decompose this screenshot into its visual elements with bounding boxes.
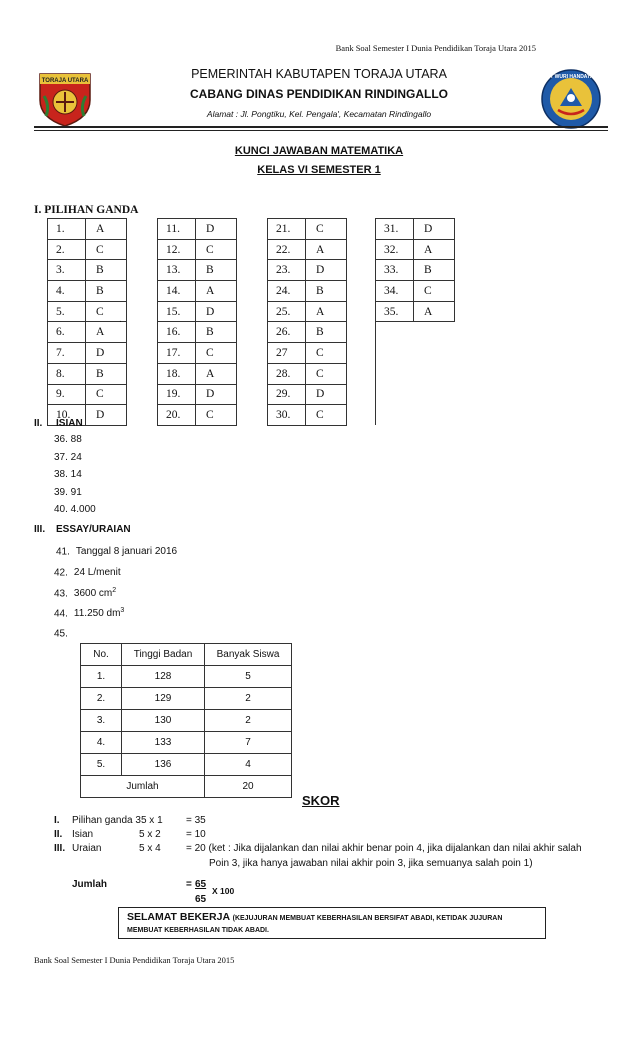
svg-text:TUT WURI HANDAYANI: TUT WURI HANDAYANI — [543, 74, 599, 80]
essay-item — [54, 566, 121, 578]
answer-letter: B — [86, 363, 127, 384]
table-cell: 4 — [205, 754, 292, 776]
total-row — [81, 776, 292, 798]
question-number: 29. — [268, 384, 306, 405]
column-gap — [237, 281, 268, 302]
motto-line1 — [127, 911, 502, 923]
table-cell: 129 — [122, 688, 205, 710]
answer-letter: A — [414, 239, 455, 260]
answer-letter: B — [196, 322, 237, 343]
question-number: 21. — [268, 219, 306, 240]
answer-letter: C — [86, 301, 127, 322]
essay-item-number: 42. — [54, 567, 68, 579]
answer-letter: D — [306, 260, 347, 281]
answer-letter: D — [196, 301, 237, 322]
column-gap — [127, 219, 158, 240]
essay-item — [54, 587, 116, 599]
answer-letter: A — [414, 301, 455, 322]
essay-item-number: 45. — [54, 628, 68, 640]
document-title: KUNCI JAWABAN MATEMATIKA — [234, 145, 404, 157]
column-gap — [347, 219, 376, 240]
skor-row-value: = 10 — [186, 829, 206, 840]
skor-row-value: = 20 (ket : Jika dijalankan dan nilai akhir benar poin 4, jika dijalankan dan nilai akhir salah — [186, 843, 582, 854]
table-row — [81, 688, 292, 710]
column-gap — [127, 363, 158, 384]
table-row — [81, 754, 292, 776]
question-number: 8. — [48, 363, 86, 384]
column-gap — [127, 405, 158, 426]
answer-letter — [414, 363, 455, 384]
column-gap — [237, 363, 268, 384]
essay-item-number: 44. — [54, 608, 68, 620]
isian-item: 37. 24 — [54, 451, 82, 463]
answer-letter: D — [86, 343, 127, 364]
question-number — [376, 343, 414, 364]
isian-item: 39. 91 — [54, 486, 82, 498]
answer-letter: A — [306, 301, 347, 322]
table-cell: 3. — [81, 710, 122, 732]
answer-letter — [414, 384, 455, 405]
column-gap — [347, 363, 376, 384]
answer-letter: C — [196, 405, 237, 426]
essay-item-text: 3600 cm — [73, 588, 113, 600]
question-number: 34. — [376, 281, 414, 302]
skor-row-multiplier: 5 x 4 — [139, 843, 161, 854]
table-cell: 4. — [81, 732, 122, 754]
answer-letter: C — [196, 239, 237, 260]
org-line1: PEMERINTAH KABUTAPEN TORAJA UTARA — [191, 67, 447, 81]
column-gap — [127, 322, 158, 343]
question-number — [376, 384, 414, 405]
section-isian-number: II. — [34, 418, 43, 429]
question-number — [376, 405, 414, 426]
column-gap — [127, 343, 158, 364]
answer-row — [48, 239, 455, 260]
column-gap — [237, 405, 268, 426]
header-rule — [34, 126, 608, 128]
question-number: 13. — [158, 260, 196, 281]
skor-row-label: Uraian — [72, 843, 102, 854]
answer-row — [48, 281, 455, 302]
motto-small: (KEJUJURAN MEMBUAT KEBERHASILAN BERSIFAT ABADI, KETIDAK JUJURAN — [232, 915, 503, 922]
question-number: 4. — [48, 281, 86, 302]
answer-letter: A — [86, 219, 127, 240]
answer-letter: B — [196, 260, 237, 281]
isian-item: 38. 14 — [54, 469, 82, 480]
answer-letter: C — [414, 281, 455, 302]
column-gap — [127, 260, 158, 281]
answer-row — [48, 363, 455, 384]
column-header: Tinggi Badan — [122, 644, 205, 666]
answer-letter: D — [414, 219, 455, 240]
answer-letter — [414, 405, 455, 426]
answer-letter: C — [86, 239, 127, 260]
question-number: 24. — [268, 281, 306, 302]
answer-row — [48, 219, 455, 240]
essay-item — [54, 627, 74, 639]
answer-letter: D — [196, 219, 237, 240]
column-gap — [127, 384, 158, 405]
jumlah-eq: = — [186, 879, 192, 890]
answer-letter: C — [86, 384, 127, 405]
question-number: 18. — [158, 363, 196, 384]
answer-key-table — [47, 218, 455, 426]
question-number: 11. — [158, 219, 196, 240]
org-line2: CABANG DINAS PENDIDIKAN RINDINGALLO — [190, 87, 448, 101]
question-number: 19. — [158, 384, 196, 405]
table-cell: 128 — [122, 666, 205, 688]
table-cell: 133 — [122, 732, 205, 754]
answer-letter: A — [196, 281, 237, 302]
essay-item — [54, 607, 124, 619]
skor-row-number: III. — [54, 843, 66, 854]
answer-letter: B — [86, 281, 127, 302]
column-gap — [347, 260, 376, 281]
column-header: Banyak Siswa — [205, 644, 292, 666]
skor-row-number: I. — [54, 815, 60, 826]
motto-title: SELAMAT BEKERJA — [127, 911, 230, 923]
table-header-row — [81, 644, 292, 666]
answer-letter: C — [196, 343, 237, 364]
skor-row-number: II. — [54, 829, 63, 840]
column-gap — [347, 239, 376, 260]
table-cell: 5 — [205, 666, 292, 688]
essay-item-text: 24 L/menit — [73, 567, 121, 579]
answer-letter: A — [306, 239, 347, 260]
column-gap — [127, 281, 158, 302]
answer-row — [48, 405, 455, 426]
table-cell: 136 — [122, 754, 205, 776]
table-cell: 2. — [81, 688, 122, 710]
question-number: 17. — [158, 343, 196, 364]
table-row — [81, 666, 292, 688]
answer-letter: D — [306, 384, 347, 405]
skor-row-label: Isian — [72, 829, 94, 840]
section-essay-title: ESSAY/URAIAN — [56, 524, 131, 535]
motto-line2: MEMBUAT KEBERHASILAN TIDAK ABADI. — [127, 927, 269, 934]
answer-letter: A — [86, 322, 127, 343]
question-number: 2. — [48, 239, 86, 260]
answer-letter: C — [306, 405, 347, 426]
stray-dot: . — [119, 314, 122, 325]
answer-letter: A — [196, 363, 237, 384]
question-number: 7. — [48, 343, 86, 364]
table-cell: 1. — [81, 666, 122, 688]
answer-letter: C — [306, 363, 347, 384]
skor-note-line2: Poin 3, jika hanya jawaban nilai akhir poin 3, jika semuanya salah poin 1) — [209, 858, 533, 869]
column-gap — [237, 260, 268, 281]
table-cell: 2 — [205, 688, 292, 710]
answer-letter: D — [86, 405, 127, 426]
column-gap — [237, 239, 268, 260]
question-number: 30. — [268, 405, 306, 426]
table-cell: 130 — [122, 710, 205, 732]
column-gap — [347, 384, 376, 405]
isian-item: 36. 88 — [54, 434, 82, 445]
column-gap — [237, 219, 268, 240]
skor-row-multiplier: 5 x 2 — [139, 829, 161, 840]
question-number: 32. — [376, 239, 414, 260]
column-gap — [127, 239, 158, 260]
table-row — [81, 732, 292, 754]
essay-item-text: 11.250 dm — [73, 608, 121, 620]
motto-box — [118, 907, 546, 939]
answer-row — [48, 260, 455, 281]
table-cell: 5. — [81, 754, 122, 776]
question-number: 26. — [268, 322, 306, 343]
question-number: 31. — [376, 219, 414, 240]
column-gap — [237, 384, 268, 405]
question-number: 22. — [268, 239, 306, 260]
question-number: 3. — [48, 260, 86, 281]
section-isian-title: ISIAN — [56, 418, 83, 429]
column-gap — [237, 322, 268, 343]
skor-row-value: = 35 — [186, 815, 206, 826]
table-cell: 7 — [205, 732, 292, 754]
total-label: Jumlah — [81, 776, 205, 798]
column-gap — [347, 343, 376, 364]
answer-letter — [414, 322, 455, 343]
question-number: 23. — [268, 260, 306, 281]
total-value: 20 — [205, 776, 292, 798]
question-number: 14. — [158, 281, 196, 302]
answer-letter: C — [306, 219, 347, 240]
answer-letter: C — [306, 343, 347, 364]
answer-row — [48, 322, 455, 343]
column-header: No. — [81, 644, 122, 666]
essay-item-exponent: 3 — [120, 607, 125, 614]
header-rule-thin — [34, 130, 608, 131]
question-number: 16. — [158, 322, 196, 343]
question-number — [376, 322, 414, 343]
section-essay-number: III. — [34, 524, 46, 535]
skor-row-label: Pilihan ganda 35 x 1 — [72, 815, 163, 826]
question-number: 20. — [158, 405, 196, 426]
answer-letter: B — [86, 260, 127, 281]
column-gap — [127, 301, 158, 322]
column-gap — [347, 281, 376, 302]
answer-letter: D — [196, 384, 237, 405]
question-number: 28. — [268, 363, 306, 384]
question-number: 25. — [268, 301, 306, 322]
question-number: 15. — [158, 301, 196, 322]
question-number: 9. — [48, 384, 86, 405]
question-number: 6. — [48, 322, 86, 343]
answer-row — [48, 343, 455, 364]
column-gap — [237, 301, 268, 322]
answer-letter: B — [306, 281, 347, 302]
column-gap — [347, 301, 376, 322]
skor-title: SKOR — [302, 793, 340, 808]
footer-note: Bank Soal Semester I Dunia Pendidikan Toraja Utara 2015 — [34, 955, 235, 965]
jumlah-label: Jumlah — [72, 879, 108, 890]
table-row — [81, 710, 292, 732]
column-gap — [347, 322, 376, 343]
answer-row — [48, 301, 455, 322]
answer-letter — [414, 343, 455, 364]
column-gap — [347, 405, 376, 426]
answer-letter: B — [306, 322, 347, 343]
answer-letter: B — [414, 260, 455, 281]
essay-item-text: Tanggal 8 januari 2016 — [75, 546, 178, 558]
jumlah-denominator: 65 — [195, 894, 207, 905]
org-address: Alamat : Jl. Pongtiku, Kel. Pengala', Kecamatan Rindingallo — [206, 109, 432, 119]
height-frequency-table — [80, 643, 292, 798]
section-pilihan-ganda: I. PILIHAN GANDA — [34, 204, 139, 216]
answer-row — [48, 384, 455, 405]
isian-item: 40. 4.000 — [54, 504, 96, 515]
table-cell: 2 — [205, 710, 292, 732]
question-number: 27 — [268, 343, 306, 364]
essay-item-number: 41. — [56, 546, 70, 558]
essay-item-exponent: 2 — [112, 587, 117, 594]
question-number: 5. — [48, 301, 86, 322]
column-gap — [237, 343, 268, 364]
question-number: 12. — [158, 239, 196, 260]
question-number: 33. — [376, 260, 414, 281]
question-number — [376, 363, 414, 384]
svg-text:TORAJA UTARA: TORAJA UTARA — [41, 78, 89, 84]
essay-item — [56, 545, 177, 557]
question-number: 10. — [48, 405, 86, 426]
header-note: Bank Soal Semester I Dunia Pendidikan Toraja Utara 2015 — [335, 43, 536, 53]
document-subtitle: KELAS VI SEMESTER 1 — [257, 164, 381, 176]
question-number: 1. — [48, 219, 86, 240]
jumlah-times: X 100 — [212, 886, 235, 896]
jumlah-numerator: 65 — [195, 879, 207, 890]
essay-item-number: 43. — [54, 588, 68, 600]
question-number: 35. — [376, 301, 414, 322]
